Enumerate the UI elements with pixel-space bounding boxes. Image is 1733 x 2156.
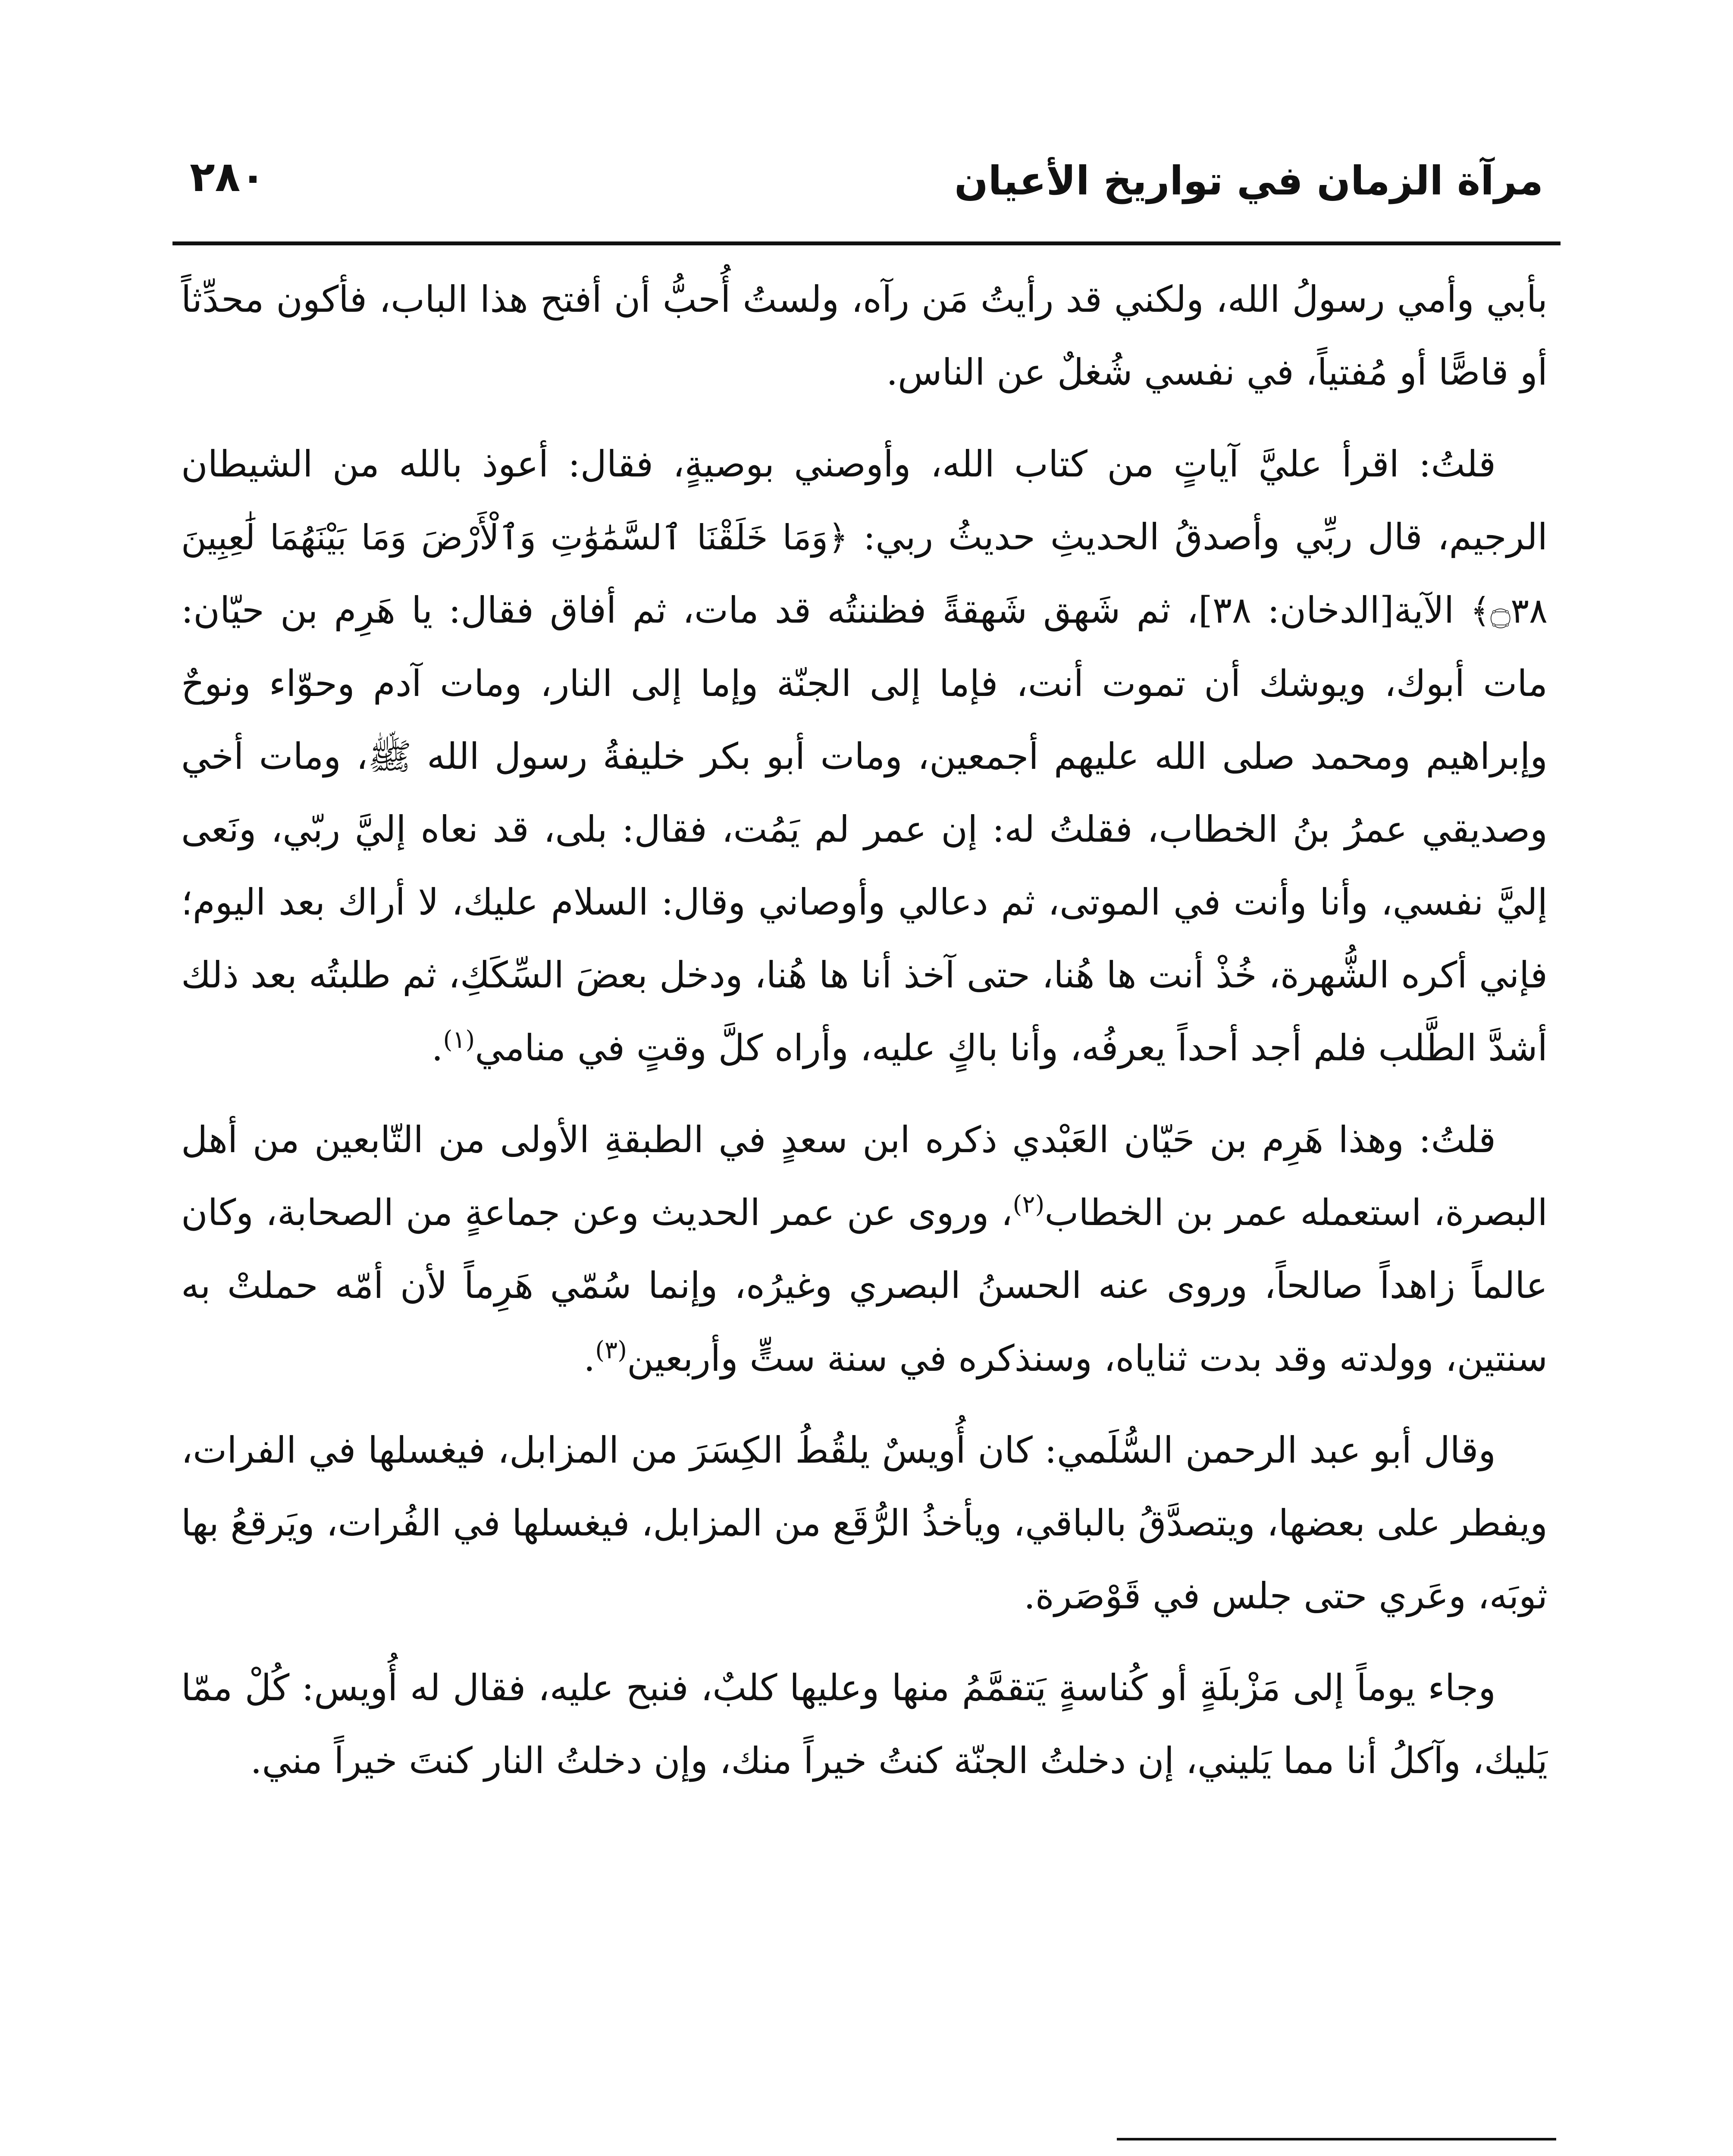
footnote-divider [1117,2138,1556,2140]
paragraph-4: وقال أبو عبد الرحمن السُّلَمي: كان أُويسٌ يلقُطُ الكِسَرَ من المزابل، فيغسلها في الفرات، ويفطر على بعضها، ويتصدَّقُ بالباقي، ويأخذُ الرُّقَع من المزابل، فيغسلها في الفُرات، ويَرقعُ بها ثوبَه، وعَري حتى جلس في قَوْصَرة. [181,1429,1548,1617]
paragraph-2-body: الآية[الدخان: ٣٨]، ثم شَهق شَهقةً فظننتُه قد مات، ثم أفاق فقال: يا هَرِم بن حيّان: مات أبوك، ويوشك أن تموت أنت، فإما إلى الجنّة وإما إلى النار، ومات آدم وحوّاء ونوحٌ وإبراهيم ومحمد صلى الله عليهم أجمعين، ومات أبو بكر خليفةُ رسول الله ﷺ، ومات أخي وصديقي عمرُ بنُ الخطاب، فقلتُ له: إن عمر لم يَمُت، فقال: بلى، قد نعاه إليَّ ربّي، ونَعى إليَّ نفسي، وأنا وأنت في الموتى، ثم دعالي وأوصاني وقال: السلام عليك، لا أراك بعد اليوم؛ فإني أكره الشُّهرة، خُذْ أنت ها هُنا، حتى آخذ أنا ها هُنا، ودخل بعضَ السِّكَكِ، ثم طلبتُه بعد ذلك أشدَّ الطَّلب فلم أجد أحداً يعرفُه، وأنا باكٍ عليه، وأراه كلَّ وقتٍ في منامي [181,589,1548,1069]
page-number: ٢٨٠ [190,153,266,201]
paragraph-2: قلتُ: اقرأ عليَّ آياتٍ من كتاب الله، وأوصني بوصيةٍ، فقال: أعوذ بالله من الشيطان الرجيم، قال ربِّي وأصدقُ الحديثِ حديثُ ربي: ﴿وَمَا خَلَقْنَا ٱلسَّمَٰوَٰتِ وَٱلْأَرْضَ وَمَا بَيْنَهُمَا لَٰعِبِينَ ۝٣٨﴾ الآية[الدخان: ٣٨]، ثم شَهق شَهقةً فظننتُه قد مات، ثم أفاق فقال: يا هَرِم بن حيّان: مات أبوك، ويوشك أن تموت أنت، فإما إلى الجنّة وإما إلى النار، ومات آدم وحوّاء ونوحٌ وإبراهيم ومحمد صلى الله عليهم أجمعين، ومات أبو بكر خليفةُ رسول الله ﷺ، ومات أخي وصديقي عمرُ بنُ الخطاب، فقلتُ له: إن عمر لم يَمُت، فقال: بلى، قد نعاه إليَّ ربّي، ونَعى إليَّ نفسي، وأنا وأنت في الموتى، ثم دعالي وأوصاني وقال: السلام عليك، لا أراك بعد اليوم؛ فإني أكره الشُّهرة، خُذْ أنت ها هُنا، حتى آخذ أنا ها هُنا، ودخل بعضَ السِّكَكِ، ثم طلبتُه بعد ذلك أشدَّ الطَّلب فلم أجد أحداً يعرفُه، وأنا باكٍ عليه، وأراه كلَّ وقتٍ في منامي$^{(١)}$. [181,443,1548,1069]
footnote-ref-3[interactable]: (٣) [595,1336,627,1364]
footnote-ref-2[interactable]: (٢) [1012,1191,1045,1219]
paragraph-5: وجاء يوماً إلى مَزْبلَةٍ أو كُناسةٍ يَتقمَّمُ منها وعليها كلبٌ، فنبح عليه، فقال له أُويس: كُلْ ممّا يَليك، وآكلُ أنا مما يَليني، إن دخلتُ الجنّة كنتُ خيراً منك، وإن دخلتُ النار كنتَ خيراً مني. [181,1667,1548,1782]
quran-verse: ﴿وَمَا خَلَقْنَا ٱلسَّمَٰوَٰتِ وَٱلْأَرْضَ وَمَا بَيْنَهُمَا لَٰعِبِينَ ۝٣٨﴾ [181,517,1548,631]
paragraph-3-part-2: ، وروى عن عمر الحديث وعن جماعةٍ من الصحابة، وكان عالماً زاهداً صالحاً، وروى عنه الحسنُ البصري وغيرُه، وإنما سُمّي هَرِماً لأن أمّه حملتْ به سنتين، وولدته وقد بدت ثناياه، وسنذكره في سنة ستٍّ وأربعين [181,1191,1548,1379]
running-header [190,142,1543,220]
paragraph-2-intro: قلتُ: اقرأ عليَّ آياتٍ من كتاب الله، وأوصني بوصيةٍ، فقال: أعوذ بالله من الشيطان الرجيم، قال ربِّي وأصدقُ الحديثِ حديثُ ربي: [181,443,1548,558]
book-title: مرآة الزمان في تواريخ الأعيان [954,158,1543,204]
paragraph-3: قلتُ: وهذا هَرِم بن حَيّان العَبْدي ذكره ابن سعدٍ في الطبقةِ الأولى من التّابعين من أهل البصرة، استعمله عمر بن الخطاب$^{(٢)}$، وروى عن عمر الحديث وعن جماعةٍ من الصحابة، وكان عالماً زاهداً صالحاً، وروى عنه الحسنُ البصري وغيرُه، وإنما سُمّي هَرِماً لأن أمّه حملتْ به سنتين، وولدته وقد بدت ثناياه، وسنذكره في سنة ستٍّ وأربعين$^{(٣)}$. [181,1119,1548,1379]
paragraph-1: بأبي وأمي رسولُ الله، ولكني قد رأيتُ مَن رآه، ولستُ أُحبُّ أن أفتح هذا الباب، فأكون محدِّثاً أو قاصًّا أو مُفتياً، في نفسي شُغلٌ عن الناس. [181,278,1548,393]
footnote-ref-1[interactable]: (١) [443,1026,475,1054]
paragraph-3-part-1: قلتُ: وهذا هَرِم بن حَيّان العَبْدي ذكره ابن سعدٍ في الطبقةِ الأولى من التّابعين من أهل البصرة، استعمله عمر بن الخطاب [181,1119,1548,1234]
main-text [181,263,1548,1816]
header-divider [172,241,1561,245]
